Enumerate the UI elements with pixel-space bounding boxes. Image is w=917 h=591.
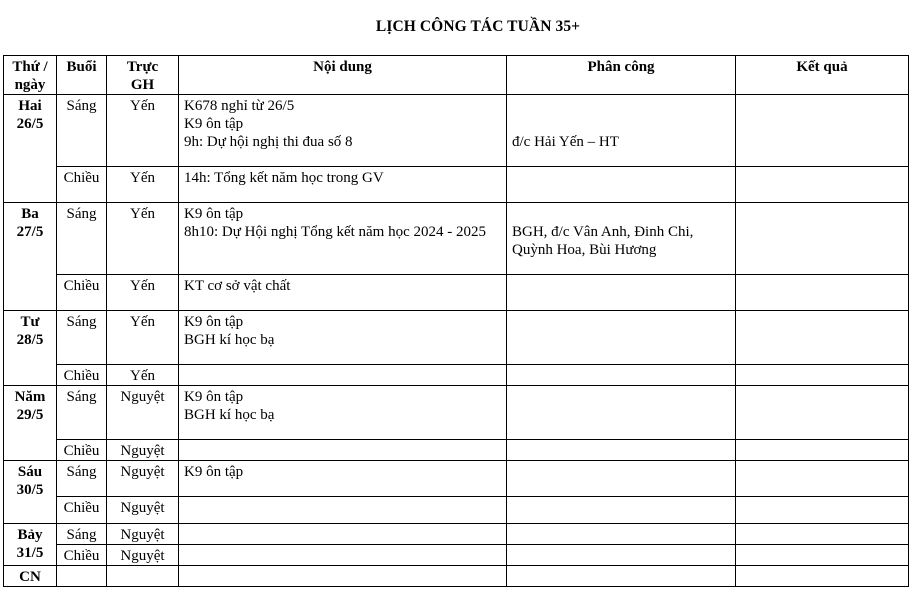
result-cell [736, 524, 909, 545]
assignment-line [512, 115, 730, 133]
schedule-row [4, 311, 909, 365]
schedule-row [4, 365, 909, 386]
day-date: 31/5 [16, 545, 44, 561]
day-date: 30/5 [16, 482, 44, 498]
content-cell [179, 524, 507, 545]
result-cell [736, 497, 909, 524]
schedule-row [4, 167, 909, 203]
duty-cell: Nguyệt [107, 524, 179, 545]
assignment-cell [507, 311, 736, 365]
day-name: Bảy [17, 527, 43, 543]
header-duty [107, 56, 179, 95]
duty-cell [107, 566, 179, 587]
assignment-cell [507, 524, 736, 545]
result-cell [736, 95, 909, 167]
session-cell: Chiều [57, 275, 107, 311]
day-cell [4, 461, 57, 524]
schedule-table [3, 55, 909, 587]
duty-cell: Yến [107, 311, 179, 365]
day-name: CN [19, 569, 41, 585]
day-name: Ba [21, 206, 39, 222]
session-cell: Sáng [57, 461, 107, 497]
session-cell [57, 566, 107, 587]
assignment-cell [507, 386, 736, 440]
duty-cell: Yến [107, 95, 179, 167]
day-cell [4, 386, 57, 461]
content-cell [179, 461, 507, 497]
content-cell [179, 203, 507, 275]
header-duty-line: GH [130, 77, 155, 93]
content-cell [179, 311, 507, 365]
schedule-row [4, 524, 909, 545]
content-line: K9 ôn tập [184, 116, 244, 132]
session-cell: Chiều [57, 167, 107, 203]
duty-cell: Yến [107, 167, 179, 203]
content-line: K9 ôn tập [184, 389, 244, 405]
assignment-line: đ/c Hải Yến – HT [512, 134, 619, 150]
assignment-line: BGH, đ/c Vân Anh, Đinh Chi, [512, 224, 694, 240]
day-cell [4, 95, 57, 203]
assignment-cell [507, 95, 736, 167]
content-cell [179, 365, 507, 386]
day-date: 28/5 [16, 332, 44, 348]
duty-cell: Nguyệt [107, 386, 179, 440]
content-line: 14h: Tổng kết năm học trong GV [184, 170, 384, 186]
result-cell [736, 167, 909, 203]
day-name: Tư [20, 314, 40, 330]
header-day [4, 56, 57, 95]
result-cell [736, 365, 909, 386]
header-result: Kết quả [736, 56, 909, 95]
content-cell [179, 167, 507, 203]
duty-cell: Nguyệt [107, 545, 179, 566]
day-cell [4, 566, 57, 587]
session-cell: Sáng [57, 203, 107, 275]
assignment-line: Quỳnh Hoa, Bùi Hương [512, 242, 657, 258]
result-cell [736, 203, 909, 275]
result-cell [736, 566, 909, 587]
assignment-line [512, 97, 730, 115]
schedule-row [4, 203, 909, 275]
page-title: LỊCH CÔNG TÁC TUẦN 35+ [375, 18, 581, 35]
schedule-row [4, 275, 909, 311]
day-cell [4, 203, 57, 311]
duty-cell: Nguyệt [107, 461, 179, 497]
session-cell: Chiều [57, 440, 107, 461]
day-name: Hai [18, 98, 42, 114]
assignment-cell [507, 461, 736, 497]
day-date: 27/5 [16, 224, 44, 240]
result-cell [736, 461, 909, 497]
session-cell: Chiều [57, 365, 107, 386]
header-duty-line: Trực [126, 59, 159, 75]
duty-cell: Yến [107, 275, 179, 311]
content-line: K9 ôn tập [184, 314, 244, 330]
assignment-cell [507, 167, 736, 203]
assignment-cell [507, 545, 736, 566]
schedule-row [4, 545, 909, 566]
session-cell: Chiều [57, 497, 107, 524]
header-content: Nội dung [179, 56, 507, 95]
result-cell [736, 386, 909, 440]
day-cell [4, 524, 57, 566]
content-cell [179, 386, 507, 440]
assignment-cell [507, 497, 736, 524]
schedule-row [4, 497, 909, 524]
duty-cell: Nguyệt [107, 440, 179, 461]
header-row [4, 56, 909, 95]
duty-cell: Nguyệt [107, 497, 179, 524]
content-line: BGH kí học bạ [184, 332, 275, 348]
content-line: BGH kí học bạ [184, 407, 275, 423]
content-line: K9 ôn tập [184, 206, 244, 222]
result-cell [736, 545, 909, 566]
content-cell [179, 275, 507, 311]
assignment-cell [507, 440, 736, 461]
day-cell [4, 311, 57, 386]
content-cell [179, 497, 507, 524]
schedule-row [4, 440, 909, 461]
header-assignment: Phân công [507, 56, 736, 95]
content-line: 9h: Dự hội nghị thi đua số 8 [184, 134, 353, 150]
session-cell: Sáng [57, 311, 107, 365]
content-cell [179, 95, 507, 167]
session-cell: Sáng [57, 95, 107, 167]
content-line: 8h10: Dự Hội nghị Tổng kết năm học 2024 - 2025 [184, 224, 486, 240]
session-cell: Sáng [57, 386, 107, 440]
header-day-line: ngày [14, 77, 46, 93]
result-cell [736, 311, 909, 365]
content-line: K9 ôn tập [184, 464, 244, 480]
day-date: 26/5 [16, 116, 44, 132]
session-cell: Sáng [57, 524, 107, 545]
schedule-body [4, 95, 909, 587]
result-cell [736, 440, 909, 461]
header-day-line: Thứ / [12, 59, 48, 75]
assignment-cell [507, 203, 736, 275]
content-cell [179, 440, 507, 461]
assignment-line [512, 205, 730, 223]
schedule-row [4, 461, 909, 497]
result-cell [736, 275, 909, 311]
header-session: Buổi [57, 56, 107, 95]
content-line: KT cơ sở vật chất [184, 278, 291, 294]
day-name: Sáu [17, 464, 43, 480]
schedule-row [4, 95, 909, 167]
duty-cell: Yến [107, 365, 179, 386]
content-cell [179, 566, 507, 587]
day-date: 29/5 [16, 407, 44, 423]
schedule-row [4, 566, 909, 587]
assignment-cell [507, 365, 736, 386]
content-cell [179, 545, 507, 566]
assignment-cell [507, 275, 736, 311]
duty-cell: Yến [107, 203, 179, 275]
session-cell: Chiều [57, 545, 107, 566]
schedule-row [4, 386, 909, 440]
assignment-cell [507, 566, 736, 587]
content-line: K678 nghỉ từ 26/5 [184, 98, 295, 114]
day-name: Năm [14, 389, 46, 405]
